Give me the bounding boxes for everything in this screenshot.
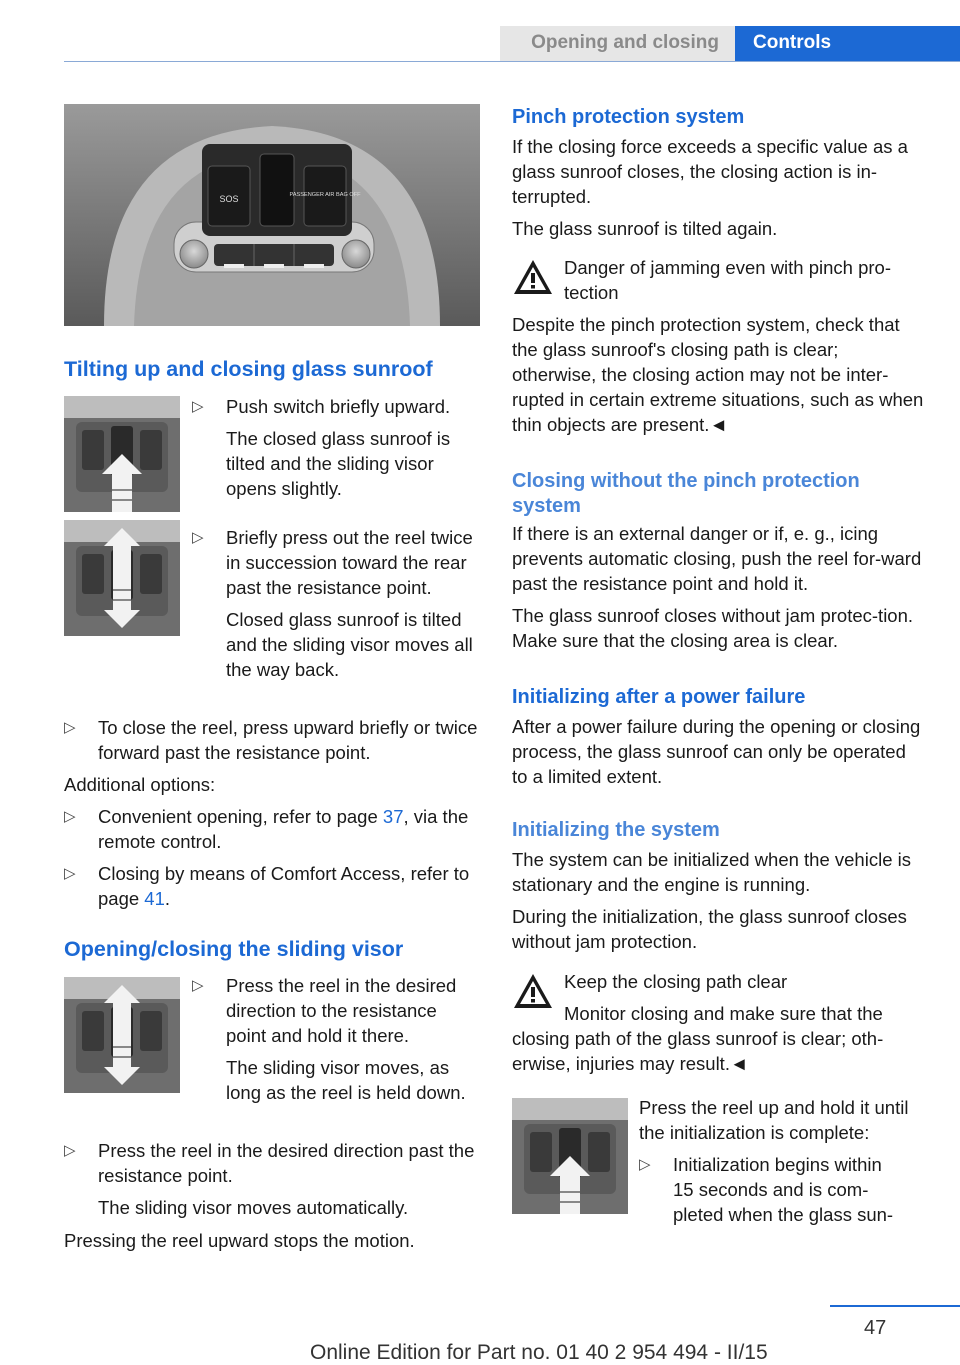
option-text: Closing by means of Comfort Access, refer to page [98, 863, 470, 909]
sos-label: SOS [219, 194, 239, 204]
page-number: 47 [864, 1317, 887, 1339]
bullet-arrow-icon: ▷ [64, 1142, 76, 1159]
option-convenient-opening [64, 804, 480, 854]
list-item-text: The closed glass sunroof is tilted and the sliding visor opens slightly. [226, 428, 451, 499]
bullet-arrow-icon: ▷ [192, 398, 204, 415]
switch-visor-image [64, 977, 180, 1093]
list-item-text: Briefly press out the reel twice in succession toward the rear past the resistance point. [226, 527, 473, 598]
page-link-41[interactable]: 41 [144, 888, 165, 909]
option-comfort-access [64, 861, 480, 911]
passenger-airbag-label: PASSENGER AIR BAG OFF [289, 192, 361, 198]
init-power-paragraph: After a power failure during the opening or closing process, the glass sunroof can only be operated to a limited extent. [512, 716, 921, 787]
warning-closing-path-title: Keep the closing path clear [564, 971, 788, 992]
list-item-text: Initialization begins within 15 seconds and is com-pleted when the glass sun- [673, 1154, 894, 1225]
warning-closing-path-body: Monitor closing and make sure that the closing path of the glass sunroof is clear; oth-erwise, injuries may result.◄ [512, 1003, 884, 1074]
bullet-arrow-icon: ▷ [639, 1156, 651, 1173]
without-paragraph-1: If there is an external danger or if, e. g., icing prevents automatic closing, push the reel for-ward past the resistance point and hold it. [512, 523, 922, 594]
bullet-arrow-icon: ▷ [64, 808, 76, 825]
list-item-text: To close the reel, press upward briefly or twice forward past the resistance point. [98, 717, 478, 763]
heading-tilting: Tilting up and closing glass sunroof [64, 357, 433, 381]
heading-pinch-protection: Pinch protection system [512, 106, 745, 128]
bullet-arrow-icon: ▷ [192, 529, 204, 546]
header-section-title: Opening and closing [500, 26, 735, 62]
visor-step-2 [64, 1138, 480, 1220]
heading-sliding-visor: Opening/closing the sliding visor [64, 937, 404, 961]
init-system-paragraph-1: The system can be initialized when the vehicle is stationary and the engine is running. [512, 849, 911, 895]
warning-jamming-title: Danger of jamming even with pinch pro-tection [564, 257, 891, 303]
page-link-37[interactable]: 37 [382, 806, 404, 827]
pinch-paragraph-1: If the closing force exceeds a specific value as a glass sunroof closes, the closing action is in-terrupted. [512, 136, 908, 207]
tilt-step-2 [192, 525, 482, 682]
list-item-text: Press the reel in the desired direction to the resistance point and hold it there. [226, 975, 457, 1046]
bullet-arrow-icon: ▷ [64, 865, 76, 882]
additional-options-label: Additional options: [64, 774, 216, 795]
switch-push-up-image [64, 396, 180, 512]
init-system-paragraph-2: During the initialization, the glass sunroof closes without jam protection. [512, 906, 907, 952]
option-text: Convenient opening, refer to page [98, 806, 383, 827]
header-divider [64, 61, 960, 62]
list-item-text: Press the reel in the desired direction past the resistance point. [98, 1140, 475, 1186]
overhead-panel-image [64, 104, 480, 326]
stop-motion-text: Pressing the reel upward stops the motion. [64, 1230, 415, 1251]
list-item-text: The sliding visor moves, as long as the reel is held down. [226, 1057, 466, 1103]
heading-initializing-system: Initializing the system [512, 819, 720, 841]
footer-accent-line [830, 1305, 960, 1307]
switch-init-image [512, 1098, 628, 1214]
bullet-arrow-icon: ▷ [192, 977, 204, 994]
switch-press-back-image [64, 520, 180, 636]
warning-jamming-body: Despite the pinch protection system, check that the glass sunroof's closing path is clear; otherwise, the closing action may not be inter-rupted in certain extreme situations, such as when thin objects are present.◄ [512, 314, 924, 435]
list-item-text: Closed glass sunroof is tilted and the sliding visor moves all the way back. [226, 609, 473, 680]
footer-edition: Online Edition for Part no. 01 40 2 954 494 - II/15 [310, 1341, 768, 1364]
init-step-1 [639, 1152, 904, 1227]
list-item-text: Push switch briefly upward. [226, 396, 451, 417]
header-chapter-tab[interactable]: Controls [735, 26, 960, 62]
press-reel-text: Press the reel up and hold it until the initialization is complete: [639, 1097, 909, 1143]
pinch-paragraph-2: The glass sunroof is tilted again. [512, 218, 778, 239]
warning-triangle-icon [512, 258, 554, 296]
option-text: , via the remote control. [98, 806, 469, 852]
bullet-arrow-icon: ▷ [64, 719, 76, 736]
tilt-step-3 [64, 715, 480, 765]
option-text: . [164, 888, 171, 909]
heading-closing-without-pinch: Closing without the pinch protection system [512, 470, 860, 517]
heading-initializing-power-failure: Initializing after a power failure [512, 686, 806, 708]
visor-step-1 [192, 973, 482, 1105]
tilt-step-1 [192, 394, 482, 501]
without-paragraph-2: The glass sunroof closes without jam protec-tion. Make sure that the closing area is clear. [512, 605, 914, 651]
list-item-text: The sliding visor moves automatically. [98, 1197, 409, 1218]
